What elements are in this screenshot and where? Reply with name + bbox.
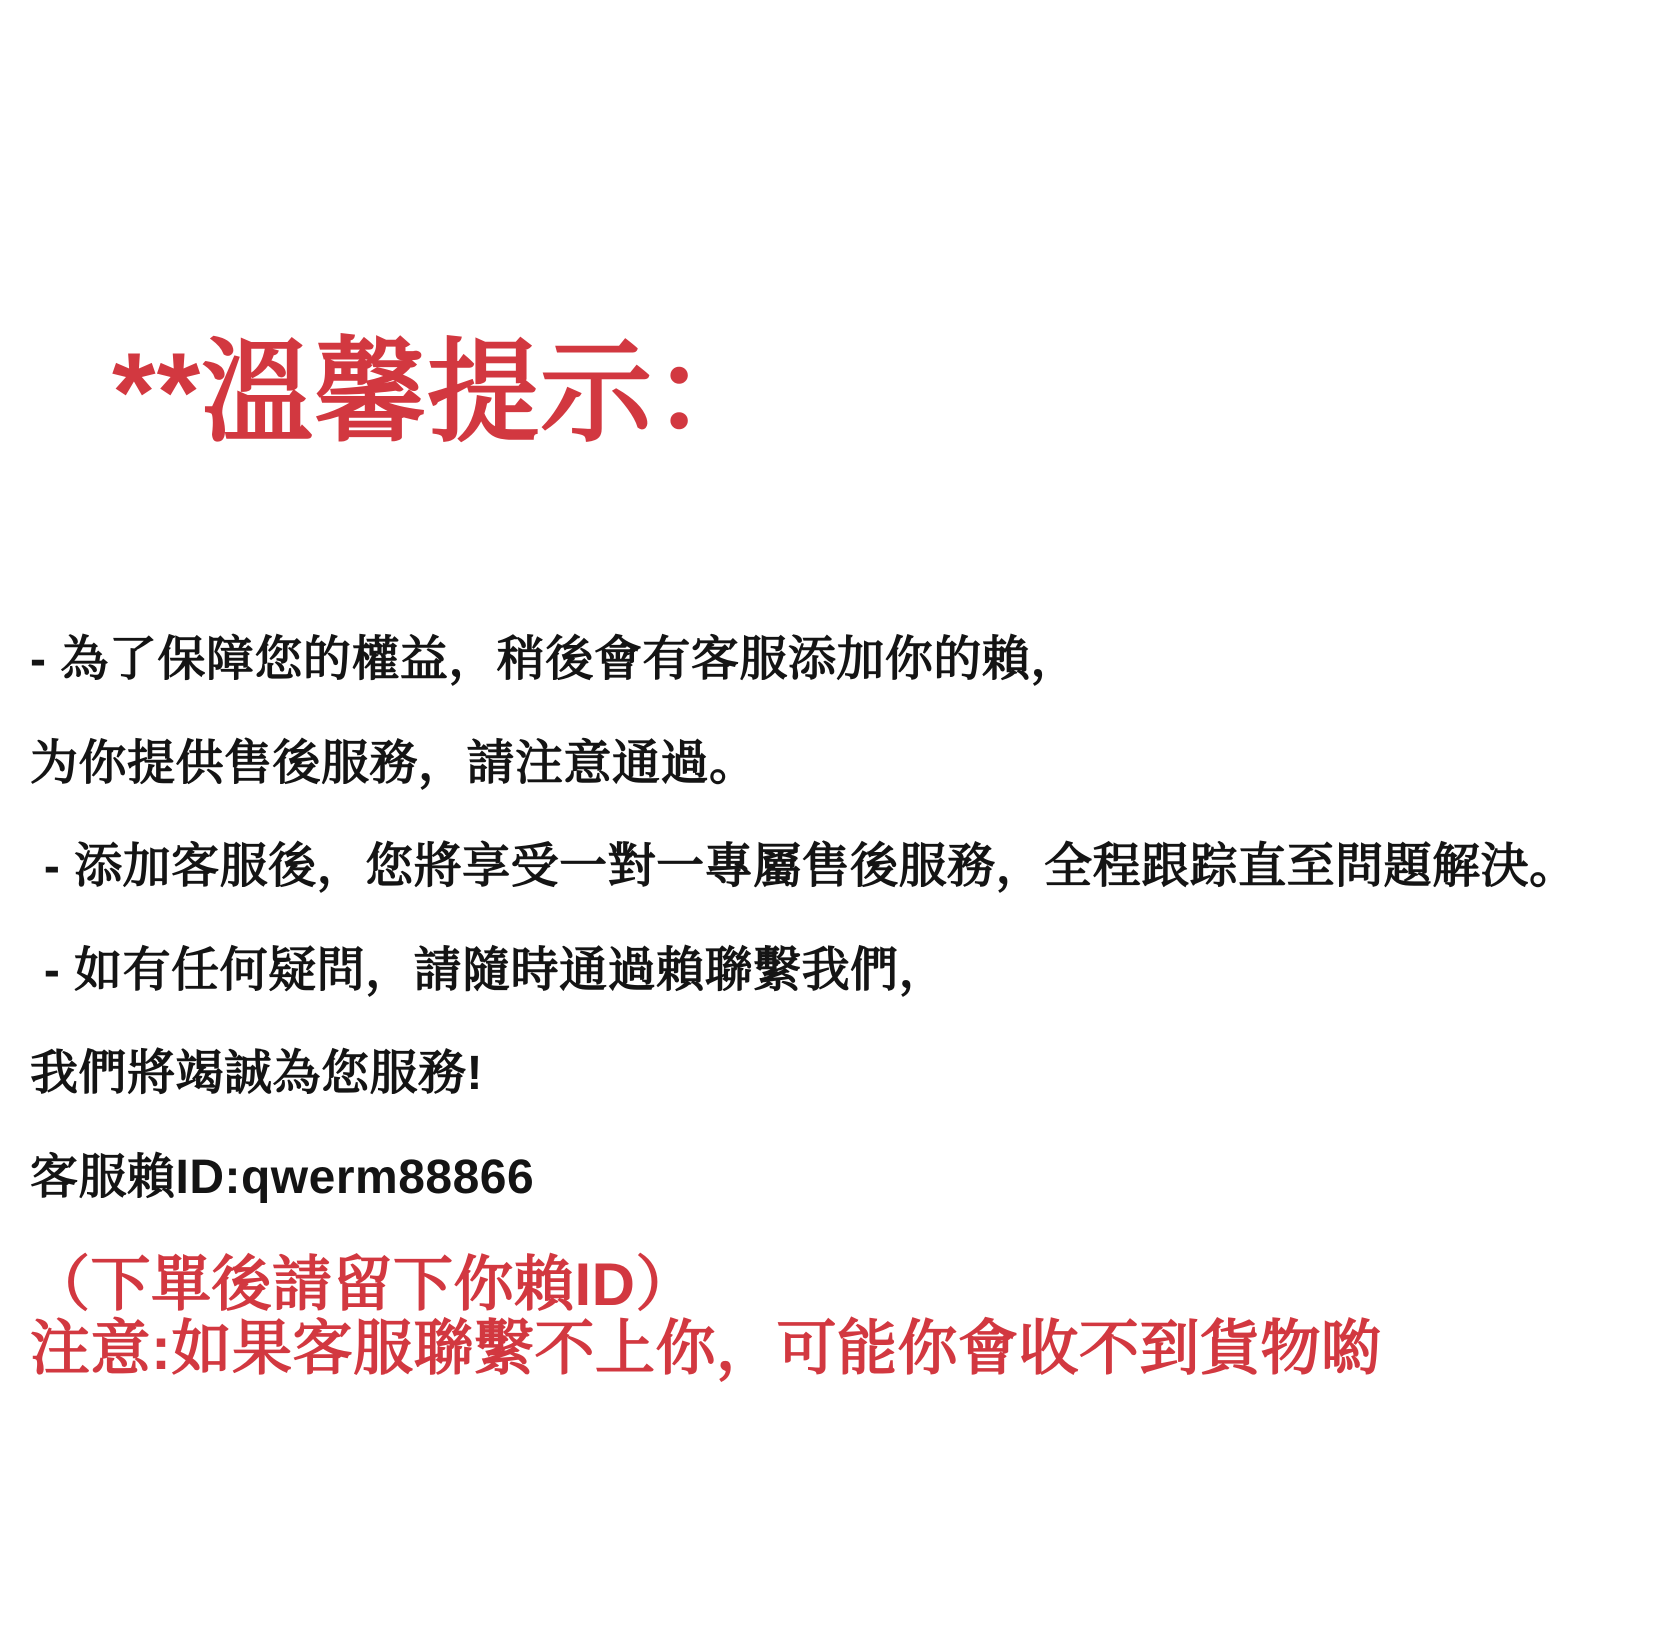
notice-body	[0, 631, 1677, 1207]
notice-line-1: - 為了保障您的權益，稍後會有客服添加你的賴，	[30, 633, 1079, 686]
warning-line-2: 注意:如果客服聯繫不上你，可能你會收不到貨物喲	[30, 1315, 1382, 1383]
notice-line-4: - 如有任何疑問，請隨時通過賴聯繫我們，	[30, 943, 948, 997]
warning-line-1: （下單後請留下你賴ID）	[30, 1250, 696, 1318]
warning-block	[30, 1250, 1677, 1383]
notice-line-5: 我們將竭誠為您服務!	[30, 1047, 483, 1101]
notice-line-2: 为你提供售後服務，請注意通過。	[30, 736, 758, 790]
notice-title: **溫馨提示：	[112, 330, 767, 455]
notice-line-3: - 添加客服後，您將享受一對一專屬售後服務，全程跟踪直至問題解決。	[30, 840, 1578, 894]
customer-service-id-line: 客服賴ID:qwerm88866	[30, 1150, 535, 1204]
